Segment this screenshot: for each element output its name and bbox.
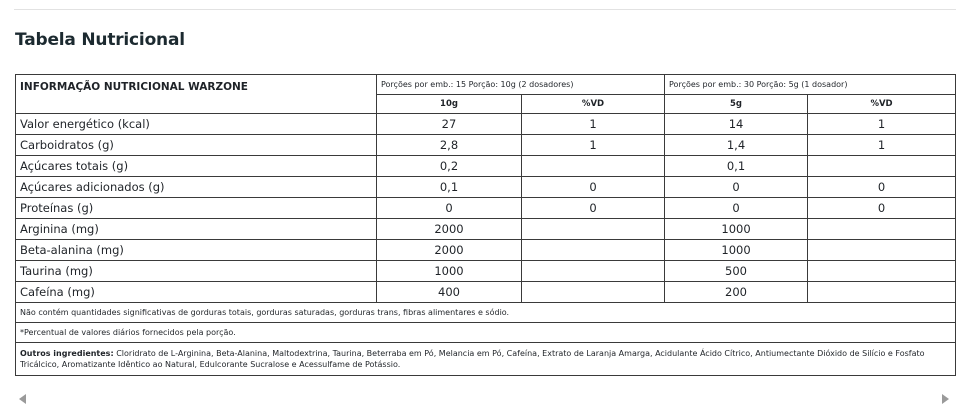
subheader-vd-5g: %VD [808,95,956,114]
cell-vd-5g [808,240,956,261]
cell-vd-10g: 0 [522,177,665,198]
cell-10g: 27 [377,114,522,135]
ingredients-text: Cloridrato de L-Arginina, Beta-Alanina, Maltodextrina, Taurina, Beterraba em Pó, Melancia em Pó, Cafeína, Extrato de Laranja Amarga, Acidulante Ácido Cítrico, Antiumectante Dióxido de Silício e Fosfato Tricálcico, Aromatizante Idêntico ao Natural, Edulcorante Sucralose e Acessulfame de Potássio. [20,349,925,369]
top-divider [14,9,956,10]
cell-vd-5g: 1 [808,135,956,156]
row-label: Proteínas (g) [16,198,377,219]
table-row [16,261,956,282]
cell-vd-5g: 0 [808,198,956,219]
cell-5g: 0,1 [665,156,808,177]
row-label: Cafeína (mg) [16,282,377,303]
cell-5g: 1000 [665,219,808,240]
table-row [16,156,956,177]
cell-10g: 0 [377,198,522,219]
ingredients-row [16,343,956,376]
ingredients-label: Outros ingredientes: [20,349,114,358]
subheader-5g: 5g [665,95,808,114]
table-row [16,135,956,156]
table-header-row [16,75,956,95]
portion-header-10g: Porções por emb.: 15 Porção: 10g (2 dosadores) [377,75,665,95]
cell-5g: 1000 [665,240,808,261]
note-row [16,303,956,323]
cell-10g: 2000 [377,240,522,261]
cell-10g: 2000 [377,219,522,240]
table-row [16,219,956,240]
cell-vd-10g: 1 [522,114,665,135]
row-label: Carboidratos (g) [16,135,377,156]
cell-5g: 500 [665,261,808,282]
cell-vd-5g [808,156,956,177]
cell-vd-10g [522,261,665,282]
cell-vd-5g: 1 [808,114,956,135]
cell-vd-10g [522,240,665,261]
cell-vd-10g [522,219,665,240]
row-label: Beta-alanina (mg) [16,240,377,261]
nutrition-table [15,74,956,376]
portion-header-5g: Porções por emb.: 30 Porção: 5g (1 dosador) [665,75,956,95]
cell-10g: 400 [377,282,522,303]
subheader-10g: 10g [377,95,522,114]
cell-10g: 2,8 [377,135,522,156]
cell-vd-10g [522,282,665,303]
row-label: Arginina (mg) [16,219,377,240]
ingredients-cell [16,343,956,376]
note-row [16,323,956,343]
table-row [16,282,956,303]
row-label: Açúcares adicionados (g) [16,177,377,198]
subheader-vd-10g: %VD [522,95,665,114]
row-label: Taurina (mg) [16,261,377,282]
table-row [16,114,956,135]
cell-5g: 0 [665,177,808,198]
cell-10g: 1000 [377,261,522,282]
table-row [16,240,956,261]
cell-10g: 0,2 [377,156,522,177]
cell-vd-5g [808,282,956,303]
cell-vd-5g [808,219,956,240]
cell-vd-5g [808,261,956,282]
note-vd: *Percentual de valores diários fornecidos pela porção. [16,323,956,343]
cell-5g: 1,4 [665,135,808,156]
cell-vd-10g: 0 [522,198,665,219]
page-title: Tabela Nutricional [15,30,185,50]
cell-5g: 0 [665,198,808,219]
note-significant: Não contém quantidades significativas de gorduras totais, gorduras saturadas, gorduras trans, fibras alimentares e sódio. [16,303,956,323]
cell-vd-10g: 1 [522,135,665,156]
row-label: Valor energético (kcal) [16,114,377,135]
table-row [16,198,956,219]
cell-vd-5g: 0 [808,177,956,198]
main-header: INFORMAÇÃO NUTRICIONAL WARZONE [16,75,377,114]
nutrition-table-container [15,74,955,376]
table-row [16,177,956,198]
cell-5g: 200 [665,282,808,303]
arrow-right-icon[interactable] [942,394,949,404]
row-label: Açúcares totais (g) [16,156,377,177]
cell-10g: 0,1 [377,177,522,198]
cell-5g: 14 [665,114,808,135]
horizontal-scrollbar[interactable] [15,392,955,406]
arrow-left-icon[interactable] [19,394,26,404]
cell-vd-10g [522,156,665,177]
